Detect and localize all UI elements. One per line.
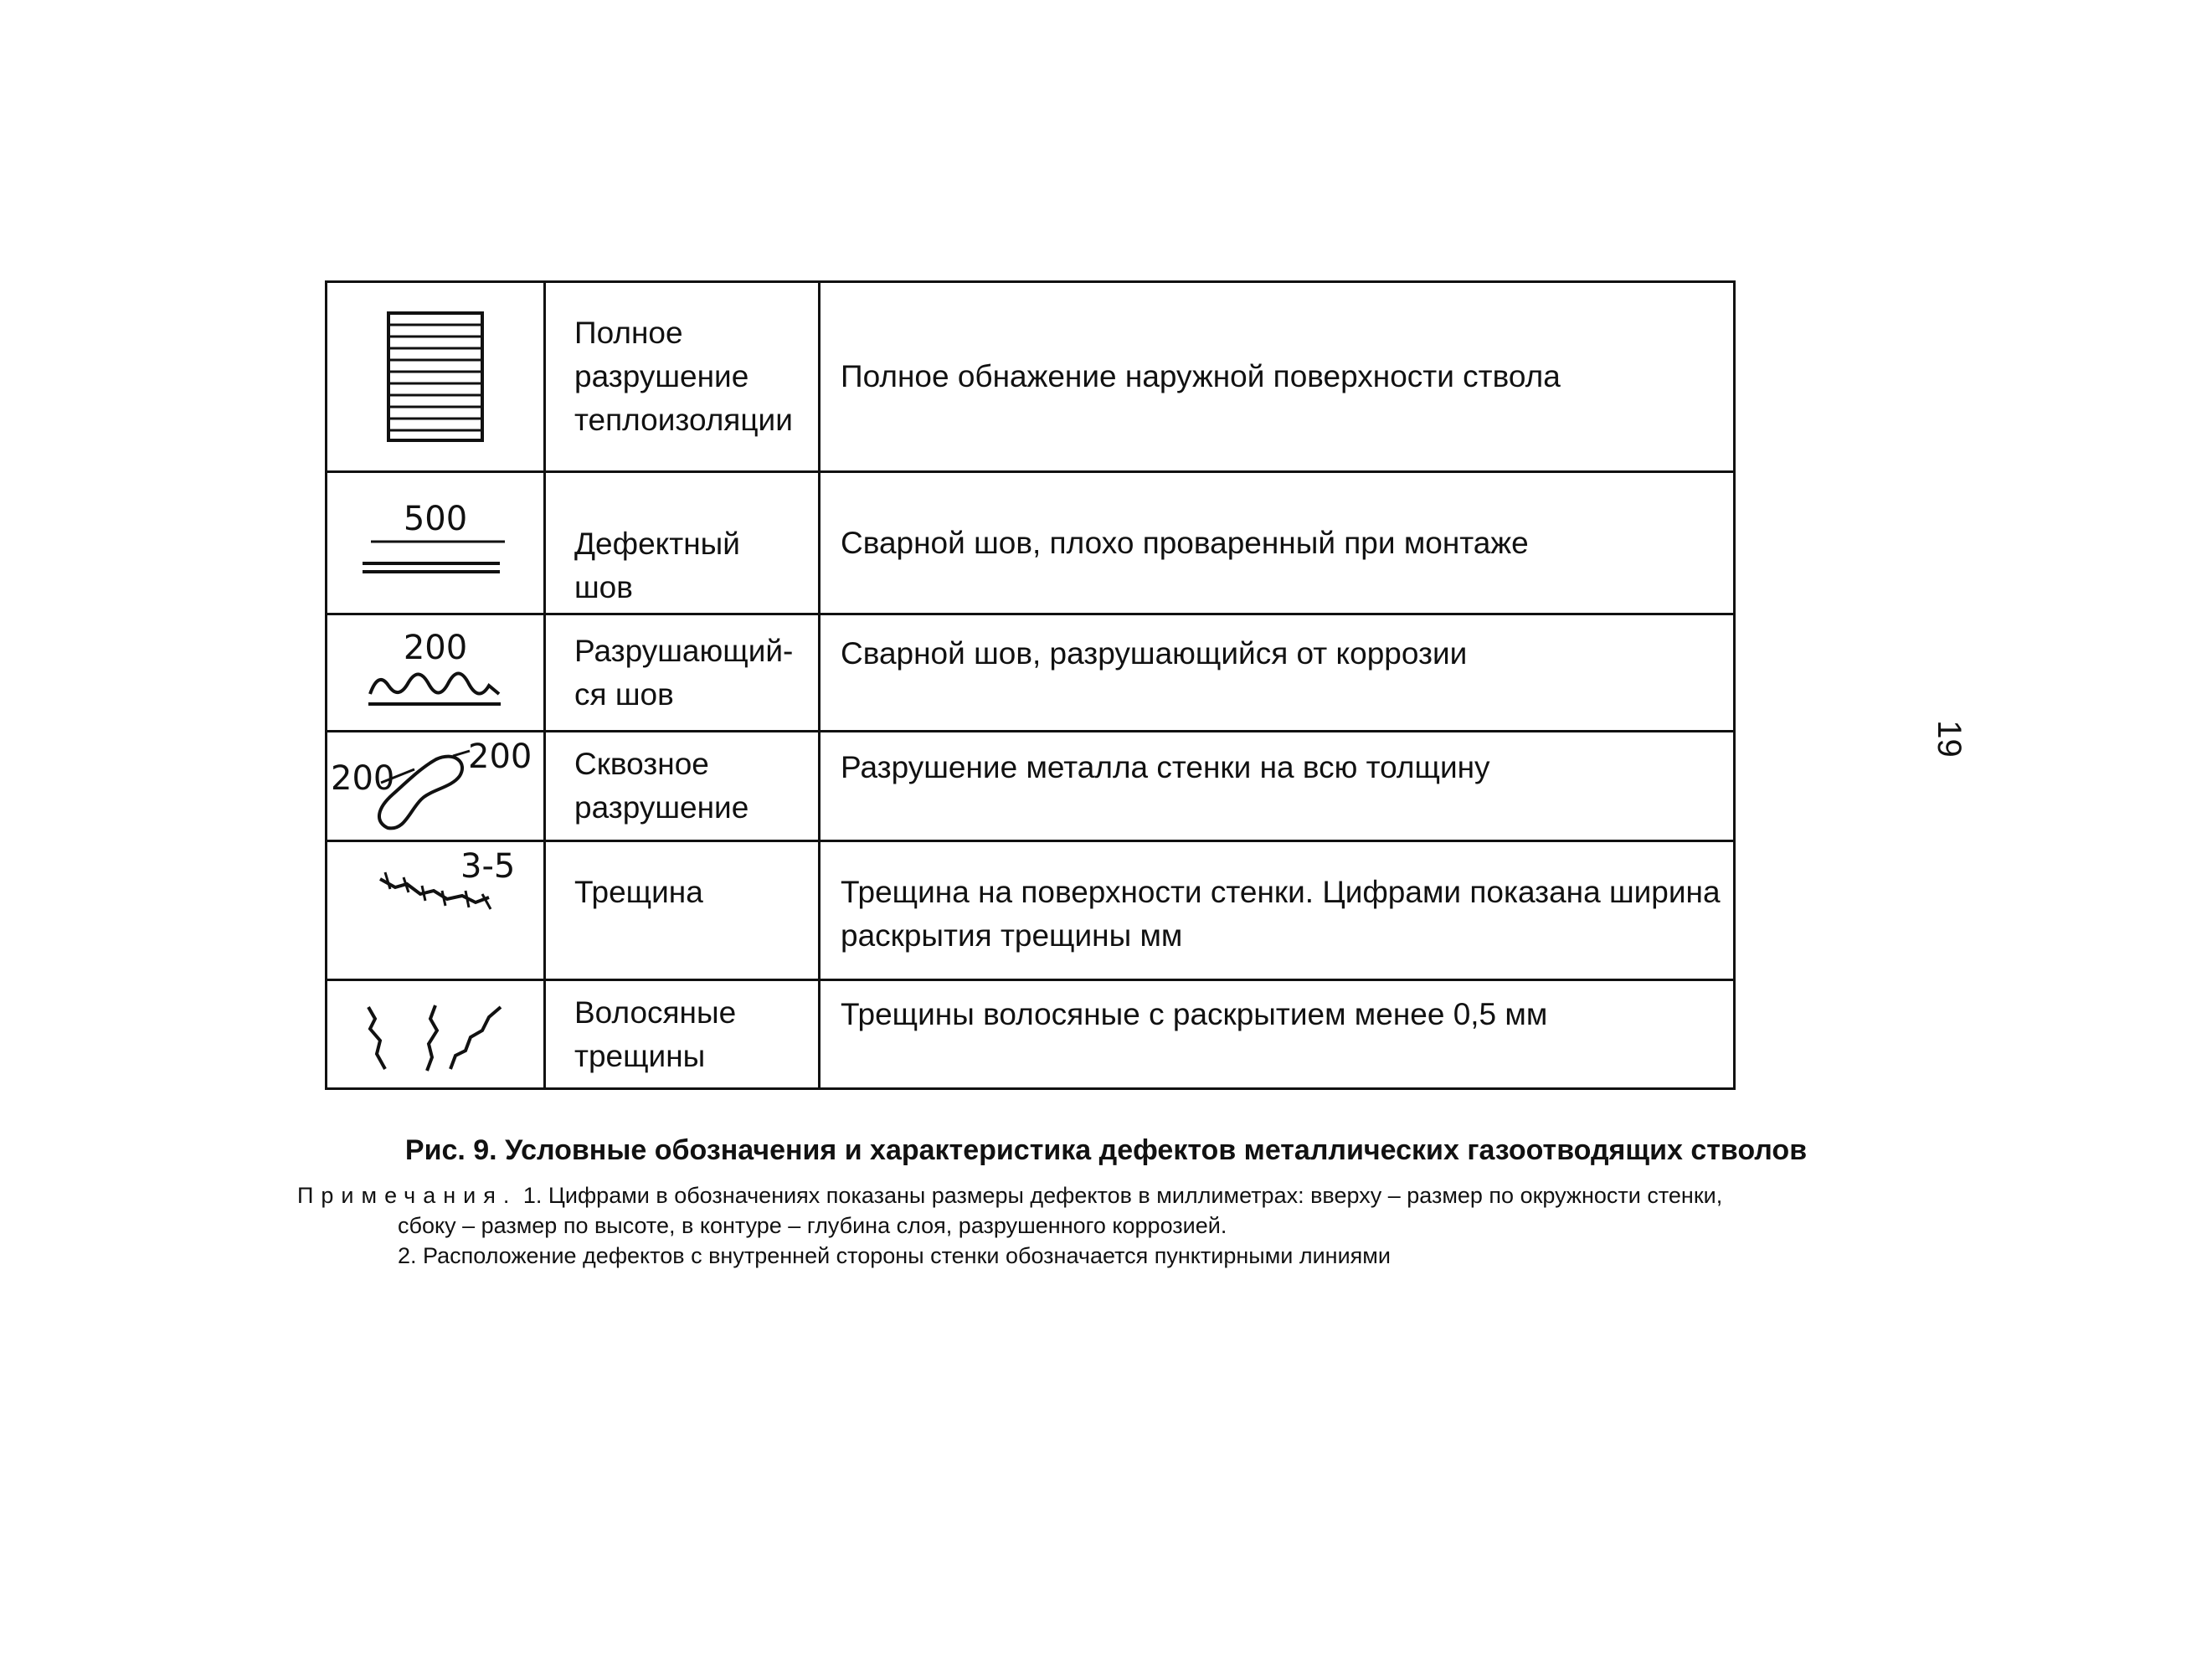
defects-table — [325, 280, 1736, 1090]
table-row — [327, 980, 1735, 1089]
hatched-rectangle-icon — [385, 310, 486, 444]
note-2: 2. Расположение дефектов с внутренней стороны стенки обозначается пунктирными линиями — [398, 1243, 1391, 1268]
symbol-label: 200 — [468, 737, 532, 776]
defect-name-text: Сквозное разрушение — [574, 747, 749, 825]
defect-name — [545, 841, 820, 980]
defect-name-text: Разрушающий- ся шов — [574, 633, 794, 712]
defect-description — [820, 614, 1735, 732]
symbol-label: 200 — [331, 758, 395, 798]
defect-name — [545, 614, 820, 732]
note-1 — [297, 1180, 1871, 1210]
defect-description — [820, 732, 1735, 841]
defect-description — [820, 282, 1735, 472]
defect-description-text: Полное обнажение наружной поверхности ствола — [841, 359, 1561, 393]
symbol-cell — [327, 980, 545, 1089]
defect-name — [545, 980, 820, 1089]
defect-name-text: Полное разрушение теплоизоляции — [574, 316, 793, 437]
defect-description-text: Трещина на поверхности стенки. Цифрами показана ширина раскрытия трещины мм — [841, 875, 1721, 953]
symbol-label: 200 — [403, 628, 468, 667]
defect-description — [820, 841, 1735, 980]
defect-name-text: Трещина — [574, 875, 703, 909]
defect-name-text: Дефектный шов — [574, 527, 740, 604]
hairline-cracks-icon — [352, 989, 519, 1081]
defect-name-text: Волосяные трещины — [574, 995, 737, 1073]
through-hole-icon — [327, 734, 543, 839]
note-1-text: 1. Цифрами в обозначениях показаны размеры дефектов в миллиметрах: вверху – размер по окружности стенки, — [517, 1183, 1723, 1208]
defect-description — [820, 980, 1735, 1089]
defect-description-text: Сварной шов, разрушающийся от коррозии — [841, 636, 1468, 671]
defect-description — [820, 472, 1735, 614]
crack-icon — [352, 842, 519, 917]
symbol-cell — [327, 282, 545, 472]
defect-name — [545, 282, 820, 472]
notes-lead: Примечания. — [297, 1183, 517, 1208]
defect-description-text: Разрушение металла стенки на всю толщину — [841, 750, 1490, 784]
table-row — [327, 282, 1735, 472]
figure-caption: Рис. 9. Условные обозначения и характеристика дефектов металлических газоотводящих стволов — [404, 1134, 1808, 1166]
symbol-cell — [327, 732, 545, 841]
symbol-cell — [327, 614, 545, 732]
table-row — [327, 732, 1735, 841]
symbol-cell — [327, 472, 545, 614]
table-row — [327, 841, 1735, 980]
table-row — [327, 614, 1735, 732]
double-line-icon — [356, 493, 515, 594]
page-number: 19 — [1930, 720, 1968, 758]
symbol-label: 3-5 — [460, 847, 516, 886]
symbol-cell — [327, 841, 545, 980]
table-row — [327, 472, 1735, 614]
symbol-label: 500 — [403, 499, 468, 538]
figure-notes — [297, 1180, 1871, 1271]
wavy-seam-icon — [360, 627, 511, 719]
defect-name — [545, 732, 820, 841]
note-1-continuation: сбоку – размер по высоте, в контуре – глубина слоя, разрушенного коррозией. — [398, 1213, 1227, 1238]
defect-name — [545, 472, 820, 614]
defect-description-text: Сварной шов, плохо проваренный при монтаже — [841, 525, 1529, 560]
defect-description-text: Трещины волосяные с раскрытием менее 0,5 мм — [841, 997, 1548, 1031]
